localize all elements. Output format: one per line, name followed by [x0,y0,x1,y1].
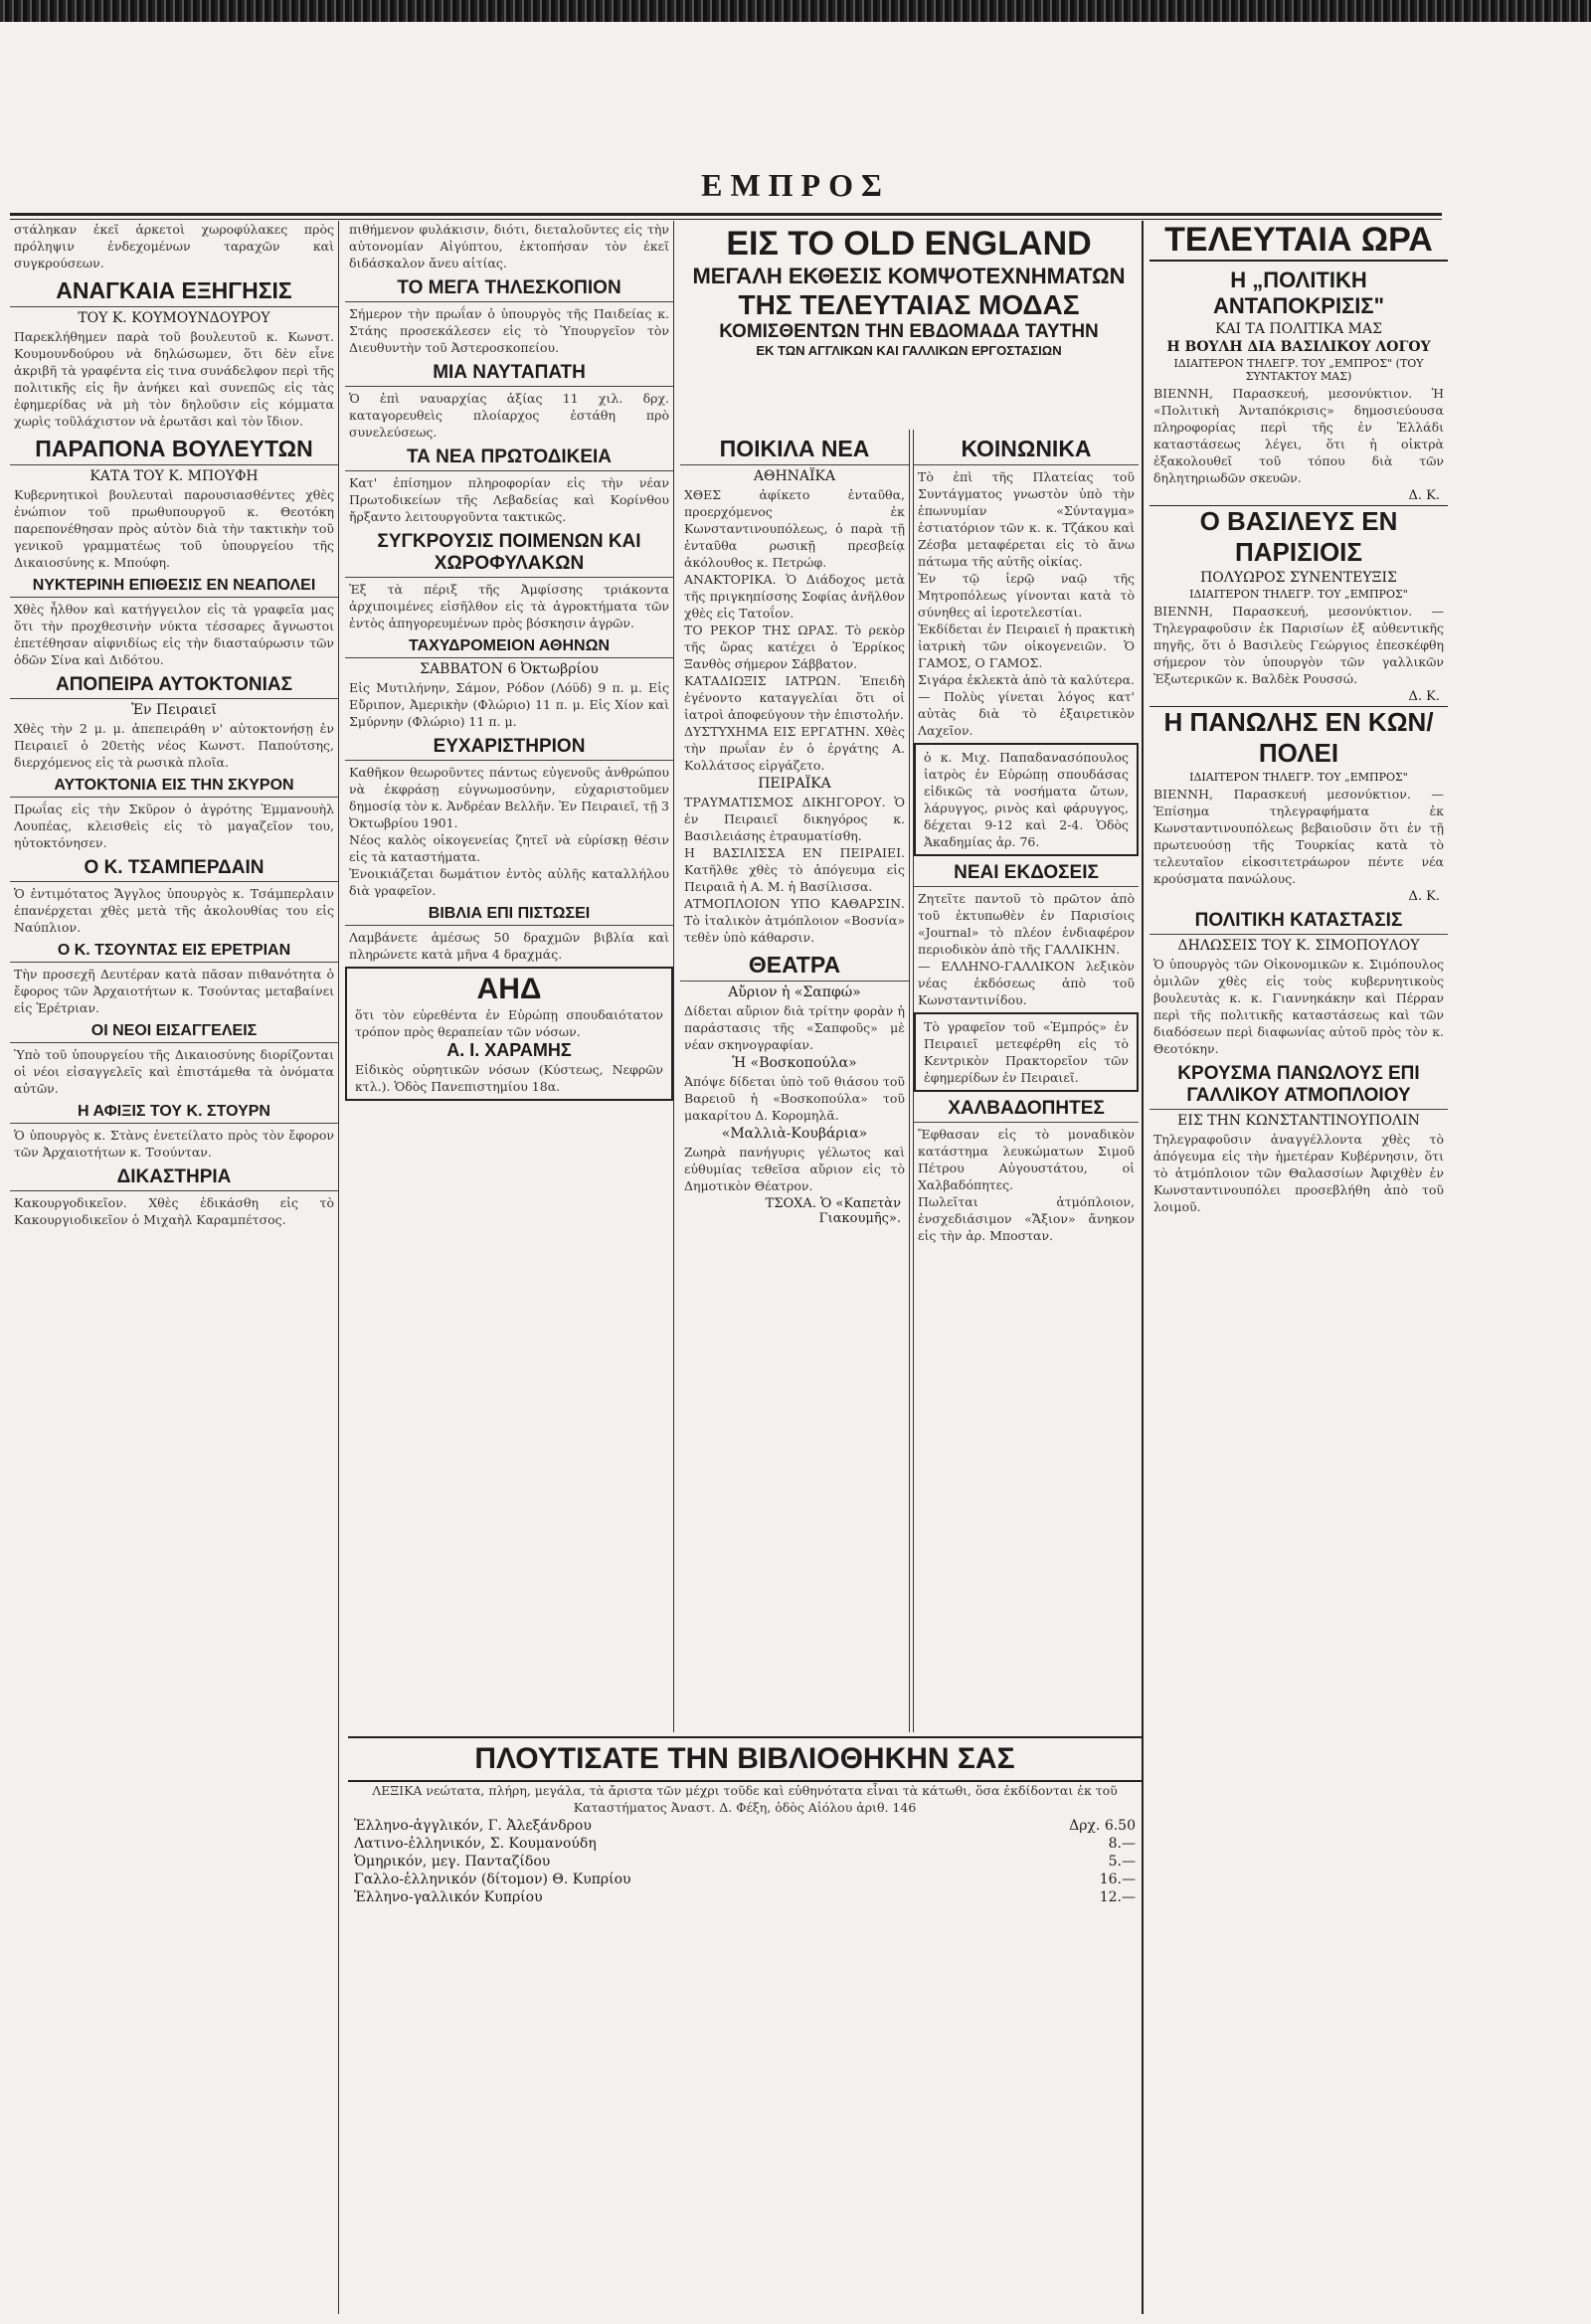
article-body: Χθὲς τὴν 2 μ. μ. ἀπεπειράθη ν' αὐτοκτονήσῃ ἐν Πειραιεῖ ὁ 20ετὴς νέος Κωνστ. Παπούτσης, διερχόμενος εἰς τὰ ρωσικὰ πλοῖα. [14,721,334,770]
social-item: Ἔφθασαν εἰς τὸ μοναδικὸν κατάστημα λευκώματων Σιμοῦ Πέτρου Αὐγουστάτου, οἱ Χαλβαδόπητες. [918,1127,1135,1192]
signature: Δ. Κ. [1408,889,1440,904]
headline-mia-naftapati: ΜΙΑ ΝΑΥΤΑΠΑΤΗ [345,362,673,387]
column-4 [913,430,1139,1732]
headline-apopeira-autoktonias: ΑΠΟΠΕΙΡΑ ΑΥΤΟΚΤΟΝΙΑΣ [10,674,338,699]
signature: Δ. Κ. [1408,488,1440,503]
article-body: Καθῆκον θεωροῦντες πάντως εὐγενοῦς ἀνθρώπου νὰ ἐκφράσῃ εὐγνωμοσύνην, εὐχαριστοῦμεν δημοσίᾳ τὸν κ. Ἀνδρέαν Βελλῆν. Ἐν Πειραιεῖ, τῇ 3 Ὀκτωβρίου 1901. [349,765,669,830]
article-body: Λαμβάνετε ἀμέσως 50 δραχμῶν βιβλία καὶ πληρώνετε κατὰ μῆνα 4 δραχμάς. [349,930,669,962]
old-england-banner [680,221,1138,430]
subheadline: ΚΑΤΑ ΤΟΥ Κ. ΜΠΟΥΦΗ [89,468,259,484]
telegram-body: Τηλεγραφοῦσιν ἀναγγέλλοντα χθὲς τὸ ἀπόγευμα εἰς τὴν ἡμετέραν Κυβέρνησιν, ὅτι τὸ ἀτμόπλοιον τῶν Θαλασσίων Ἀφιχθὲν ἐν Κωνσταντινουπόλει προσεβλήθη ἀπὸ τοῦ λοιμοῦ. [1153,1132,1444,1214]
masthead-rule [10,213,1442,220]
headline-nea-protodikeia: ΤΑ ΝΕΑ ΠΡΩΤΟΔΙΚΕΙΑ [345,447,673,471]
telegram-source: ΙΔΙΑΙΤΕΡΟΝ ΤΗΛΕΓΡ. ΤΟΥ „ΕΜΠΡΟΣ" [1189,588,1408,601]
article-body: Ὑπὸ τοῦ ὑπουργείου τῆς Δικαιοσύνης διορίζονται οἱ νέοι εἰσαγγελεῖς καὶ ἐπιστάμεθα τὰ ὀνόματα αὐτῶν. [14,1047,334,1096]
subheadline: ΠΟΛΥΩΡΟΣ ΣΥΝΕΝΤΕΥΞΙΣ [1200,570,1397,586]
book-name: Γαλλο-ἑλληνικόν (δίτομον) Θ. Κυπρίου [354,1872,631,1887]
book-list [348,1818,1142,1905]
ad-text: Εἰδικὸς οὐρητικῶν νόσων (Κύστεως, Νεφρῶν κτλ.). Ὁδὸς Πανεπιστημίου 18α. [355,1062,663,1094]
bookshop-intro: ΛΕΞΙΚΑ νεώτατα, πλήρη, μεγάλα, τὰ ἄριστα τῶν μέχρι τοῦδε καὶ εὐθηνότατα εἶναι τὰ κάτωθι, ὅσα ἐκδίδονται ἐκ τοῦ Καταστήματος Ἀναστ. Δ. Φέξη, ὁδὸς Αἰόλου ἀριθ. 146 [372,1783,1118,1815]
classified-ad: Ἐνοικιάζεται δωμάτιον ἐντὸς αὐλῆς καταλλήλου διὰ γραφεῖον. [349,866,669,898]
subheadline: ΣΑΒΒΑΤΟΝ 6 Ὀκτωβρίου [420,661,599,677]
news-item: Ἀπόψε δίδεται ὑπὸ τοῦ θιάσου τοῦ Βαρειοῦ ἡ «Βοσκοπούλα» τοῦ μακαρίτου Δ. Κορομηλᾶ. [684,1074,905,1123]
ad-title: ΑΗΔ [476,973,542,1005]
ad-text: ὅτι τὸν εὑρεθέντα ἐν Εὐρώπῃ σπουδαιότατον τρόπον πρὸς θεραπείαν τῶν νόσων. [355,1007,663,1039]
article-body: Σήμερον τὴν πρωΐαν ὁ ὑπουργὸς τῆς Παιδείας κ. Στάης προσεκάλεσεν εἰς τὸ Ὑπουργεῖον τὸν Διευθυντὴν τοῦ Ἀστεροσκοπείου. [349,306,669,355]
bookshop-title: ΠΛΟΥΤΙΣΑΤΕ ΤΗΝ ΒΙΒΛΙΟΘΗΚΗΝ ΣΑΣ [348,1736,1142,1782]
column-3 [680,430,910,1732]
banner-line-4: ΚΟΜΙΣΘΕΝΤΩΝ ΤΗΝ ΕΒΔΟΜΑΔΑ ΤΑΥΤΗΝ [719,321,1099,342]
headline-sygkrousis: ΣΥΓΚΡΟΥΣΙΣ ΠΟΙΜΕΝΩΝ ΚΑΙ ΧΩΡΟΦΥΛΑΚΩΝ [345,531,673,578]
advertisement-office-moved [914,1012,1139,1092]
section-peiraika: ΠΕΙΡΑΪΚΑ [758,776,831,792]
article-body: Κατ' ἐπίσημον πληροφορίαν εἰς τὴν νέαν Πρωτοδικείων τῆς Λεβαδείας καὶ Κορίνθου ἤρξαντο λειτουργοῦντα τακτικῶς. [349,475,669,524]
play-title: Αὔριον ἡ «Σαπφώ» [728,984,861,1000]
book-name: Ἑλληνο-ἀγγλικόν, Γ. Ἀλεξάνδρου [354,1818,592,1834]
headline-tsountas-eretria: Ο Κ. ΤΣΟΥΝΤΑΣ ΕΙΣ ΕΡΕΤΡΙΑΝ [10,942,338,963]
social-item: Ζητεῖτε παντοῦ τὸ πρῶτον ἀπὸ τοῦ ἐκτυπωθὲν ἐν Παρισίοις «Journal» τὸ πλέον ἐνδιαφέρον περιοδικὸν ἀπὸ τῆς ΓΑΛΛΙΚΗΝ. [918,891,1135,957]
headline-afixis-stourn: Η ΑΦΙΞΙΣ ΤΟΥ Κ. ΣΤΟΥΡΝ [10,1103,338,1124]
ad-name: Α. Ι. ΧΑΡΑΜΗΣ [446,1040,572,1060]
headline-krousma-panolous: ΚΡΟΥΣΜΑ ΠΑΝΩΛΟΥΣ ΕΠΙ ΓΑΛΛΙΚΟΥ ΑΤΜΟΠΛΟΙΟΥ [1149,1063,1448,1110]
column-2 [345,221,674,1732]
column-1 [10,221,339,2314]
banner-line-3: ΤΗΣ ΤΕΛΕΥΤΑΙΑΣ ΜΟΔΑΣ [738,289,1080,320]
headline-mega-tileskopion: ΤΟ ΜΕΓΑ ΤΗΛΕΣΚΟΠΙΟΝ [345,277,673,302]
social-item: Πωλεῖται ἀτμόπλοιον, ἐνσχεδιάσιμον «Ἄξιον» ἄνηκον εἰς τὴν ἀρ. Μποσταν. [918,1194,1135,1243]
headline-theatra: ΘΕΑΤΡΑ [680,952,909,982]
telegram-body: Ὁ ὑπουργὸς τῶν Οἰκονομικῶν κ. Σιμόπουλος ὁμιλῶν χθὲς εἰς τοὺς κυβερνητικοὺς βουλευτὰς κ. κ. Γιαννηκάκην καὶ Πέρραν περὶ τῆς πολιτικῆς καταστάσεως καὶ τῶν διαδόσεων περὶ διαφωνίας αὐτοῦ πρὸς τὸν κ. Θεοτόκην. [1153,957,1444,1056]
section-athinaika: ΑΘΗΝΑΪΚΑ [753,468,836,484]
headline-vasilefs-parisi: Ο ΒΑΣΙΛΕΥΣ ΕΝ ΠΑΡΙΣΙΟΙΣ [1149,505,1448,568]
social-item: — ΕΛΛΗΝΟ-ΓΑΛΛΙΚΟΝ λεξικὸν νέας ἐκδόσεως ἀπὸ τοῦ Κωνσταντινίδου. [918,959,1135,1007]
book-price: 16.— [1099,1872,1136,1887]
play-title: Ἡ «Βοσκοπούλα» [732,1055,857,1071]
signature: Δ. Κ. [1408,689,1440,704]
signature: ΤΣΟΧΑ. Ὁ «Καπετὰν Γιακουμῆς». [765,1196,901,1226]
article-body: Εἰς Μυτιλήνην, Σάμον, Ρόδον (Λόϋδ) 9 π. μ. Εἰς Εὔριπον, Ἀμερικὴν (Φλώριο) 11 π. μ. Εἰς Χίον καὶ Σμύρνην (Φλώριο) 11 π. μ. [349,680,669,729]
banner-line-2: ΜΕΓΑΛΗ ΕΚΘΕΣΙΣ ΚΟΜΨΟΤΕΧΝΗΜΑΤΩΝ [692,264,1126,288]
headline-anagkaia-exigisis: ΑΝΑΓΚΑΙΑ ΕΞΗΓΗΣΙΣ [10,277,338,307]
play-title: «Μαλλιὰ-Κουβάρια» [721,1126,868,1142]
column-5 [1142,221,1448,2314]
social-item: Ἐν τῷ ἱερῷ ναῷ τῆς Μητροπόλεως γίνονται κατὰ τὸ σύνηθες αἱ ἱεροτελεστίαι. [918,571,1135,620]
book-price: 5.— [1108,1854,1136,1870]
social-item: Σιγάρα ἐκλεκτὰ ἀπὸ τὰ καλύτερα. — Πολὺς γίνεται λόγος κατ' αὐτὰς διὰ τὸ ἐξαιρετικὸν Λαχεῖον. [918,672,1135,738]
subheadline: ΚΑΙ ΤΑ ΠΟΛΙΤΙΚΑ ΜΑΣ [1214,321,1382,337]
book-price: 8.— [1108,1836,1136,1852]
news-item: Δίδεται αὔριον διὰ τρίτην φορὰν ἡ παράστασις τῆς «Σαπφοῦς» μὲ νέαν σκηνογραφίαν. [684,1003,905,1052]
book-price: 12.— [1099,1889,1136,1905]
news-item: ΑΝΑΚΤΟΡΙΚΑ. Ὁ Διάδοχος μετὰ τῆς πριγκηπίσσης Σοφίας ἀνῆλθον χθὲς εἰς Τατοΐον. [684,572,905,621]
headline-nykterini-epithesis: ΝΥΚΤΕΡΙΝΗ ΕΠΙΘΕΣΙΣ ΕΝ ΝΕΑΠΟΛΕΙ [10,577,338,598]
classified-ad: Νέος καλὸς οἰκογενείας ζητεῖ νὰ εὑρίσκῃ θέσιν εἰς τὰ καταστήματα. [349,832,669,864]
book-row [354,1818,1136,1834]
news-item: ΤΟ ΡΕΚΟΡ ΤΗΣ ΩΡΑΣ. Τὸ ρεκὸρ τῆς ὥρας κατέχει ὁ Ἐρρίκος Ξανθὸς σήμερον Σάββατον. [684,623,905,671]
scan-top-border [0,0,1591,22]
article-body: Κακουργοδικεῖον. Χθὲς ἐδικάσθη εἰς τὸ Κακουργιοδικεῖον ὁ Μιχαὴλ Καραμπέτσος. [14,1195,334,1227]
subheadline: ΔΗΛΩΣΕΙΣ ΤΟΥ Κ. ΣΙΜΟΠΟΥΛΟΥ [1177,938,1420,954]
headline-eucharistirion: ΕΥΧΑΡΙΣΤΗΡΙΟΝ [345,736,673,761]
article-body: Χθὲς ἦλθον καὶ κατήγγειλον εἰς τὰ γραφεῖα μας ὅτι τὴν προχθεσινὴν νύκτα τέσσαρες ἄγνωστοι ἐπετέθησαν αἰφνιδίως εἰς τὴν διασταύρωσιν τῶν ὁδῶν Σίνα καὶ Διδότου. [14,602,334,667]
article-body: Κυβερνητικοὶ βουλευταὶ παρουσιασθέντες χθὲς ἐνώπιον τοῦ πρωθυπουργοῦ κ. Θεοτόκη παρεπονέθησαν πρὸς αὐτὸν διὰ τὴν τακτικὴν τοῦ γενικοῦ γραμματέως τοῦ ὑπουργείου τῆς Δικαιοσύνης κ. Μπούφη. [14,487,334,570]
bookshop-advertisement [348,1736,1142,2313]
headline-panolis: Η ΠΑΝΩΛΗΣ ΕΝ ΚΩΝ/ΠΟΛΕΙ [1149,706,1448,769]
article-body: Τὴν προσεχῆ Δευτέραν κατὰ πᾶσαν πιθανότητα ὁ ἔφορος τῶν Ἀρχαιοτήτων κ. Τσούντας μεταβαίνει εἰς Ἐρέτριαν. [14,967,334,1015]
headline-politiki-antapokrisis: Η „ΠΟΛΙΤΙΚΗ ΑΝΤΑΠΟΚΡΙΣΙΣ" [1212,268,1385,318]
book-name: Λατινο-ἑλληνικόν, Σ. Κουμανούδη [354,1836,597,1852]
subheadline: ΤΟΥ Κ. ΚΟΥΜΟΥΝΔΟΥΡΟΥ [78,310,270,326]
headline-chalvadopites: ΧΑΛΒΑΔΟΠΗΤΕΣ [914,1098,1139,1123]
book-row [354,1872,1136,1887]
news-item: Η ΒΑΣΙΛΙΣΣΑ ΕΝ ΠΕΙΡΑΙΕΙ. Κατῆλθε χθὲς τὸ ἀπόγευμα εἰς Πειραιᾶ ἡ Α. Μ. ἡ Βασίλισσα. [684,845,905,894]
article-continuation: στάληκαν ἐκεῖ ἀρκετοὶ χωροφύλακες πρὸς πρόληψιν ἐνδεχομένων ταραχῶν καὶ συγκρούσεων. [14,222,334,270]
news-item: ΤΡΑΥΜΑΤΙΣΜΟΣ ΔΙΚΗΓΟΡΟΥ. Ὁ ἐν Πειραιεῖ δικηγόρος κ. Βασιλειάσης ἐτραυματίσθη. [684,795,905,843]
article-body: Ὁ ἐντιμότατος Ἄγγλος ὑπουργὸς κ. Τσάμπερλαιν ἐπανέρχεται χθὲς μετὰ τῆς ἀκολουθίας του εἰς Ναύπλιον. [14,886,334,935]
social-item: Τὸ ἐπὶ τῆς Πλατείας τοῦ Συντάγματος γνωστὸν ὑπὸ τὴν ἐπωνυμίαν «Σύνταγμα» ἑστιατόριον τῶν κ. κ. Τζάκου καὶ Ζέσβα μεταφέρεται εἰς τὸ ἄνω πάτωμα τῆς αὐτῆς οἰκίας. [918,469,1135,569]
headline-neoi-eisaggeleis: ΟΙ ΝΕΟΙ ΕΙΣΑΓΓΕΛΕΙΣ [10,1022,338,1043]
headline-vivlia-epi-pistosei: ΒΙΒΛΙΑ ΕΠΙ ΠΙΣΤΩΣΕΙ [345,905,673,926]
news-item: ΔΥΣΤΥΧΗΜΑ ΕΙΣ ΕΡΓΑΤΗΝ. Χθὲς τὴν πρωΐαν ἐν ὁ ἐργάτης Α. Κολλάτσος εἰργάζετο. [684,724,905,773]
book-name: Ὁμηρικόν, μεγ. Πανταζίδου [354,1854,551,1870]
headline-poikila-nea: ΠΟΙΚΙΛΑ ΝΕΑ [680,436,909,465]
news-item: ΚΑΤΑΔΙΩΞΙΣ ΙΑΤΡΩΝ. Ἐπειδὴ ἐγένοντο καταγγελίαι ὅτι οἱ ἰατροὶ ἀποφεύγουν τὴν ἐπιστολήν. [684,673,905,722]
headline-politiki-katastasis: ΠΟΛΙΤΙΚΗ ΚΑΤΑΣΤΑΣΙΣ [1149,910,1448,935]
news-item: ΧΘΕΣ ἀφίκετο ἐνταῦθα, προερχόμενος ἐκ Κωνσταντινουπόλεως, ὁ παρὰ τῇ ἐνταῦθα ρωσικῇ πρεσβείᾳ ἀκόλουθος κ. Πετρώφ. [684,487,905,570]
telegram-body: ΒΙΕΝΝΗ, Παρασκευή, μεσονύκτιον. Ἡ «Πολιτικὴ Ἀνταπόκρισις» δημοσιεύουσα πληροφορίας περὶ τῆς ἐν Ἑλλάδι καταστάσεως λέγει, ὅτι ἡ οἰκτρὰ ἐξακολουθεῖ τοῦ τόπου διὰ τῶν δηλητηριωδῶν σκευῶν. [1153,386,1444,485]
article-body: Ὁ ἐπὶ ναυαρχίας ἀξίας 11 χιλ. δρχ. καταγορευθεὶς πλοίαρχος ἐστάθη πρὸ συνελεύσεως. [349,391,669,440]
article-continuation: πιθήμενον φυλάκισιν, διότι, διεταλοῦντες εἰς τὴν αὐτονομίαν Αἰγύπτου, ἐκτοπήσαν τὸν ἐκεῖ διδάσκαλον ἄνευ αἰτίας. [349,222,669,270]
headline-teleutaia-ora: ΤΕΛΕΥΤΑΙΑ ΩΡΑ [1149,221,1448,262]
subheadline: Η ΒΟΥΛΗ ΔΙΑ ΒΑΣΙΛΙΚΟΥ ΛΟΓΟΥ [1166,339,1431,355]
article-body: Πρωΐας εἰς τὴν Σκῦρον ὁ ἀγρότης Ἐμμανουὴλ Λουπέας, κλεισθεὶς εἰς τὸ μαγαζεῖον του, ηὐτοκτόνησεν. [14,802,334,850]
headline-koinonika: ΚΟΙΝΩΝΙΚΑ [914,436,1139,465]
telegram-source: ΙΔΙΑΙΤΕΡΟΝ ΤΗΛΕΓΡ. ΤΟΥ „ΕΜΠΡΟΣ" [1189,771,1408,784]
banner-line-1: ΕΙΣ ΤΟ OLD ENGLAND [726,225,1092,263]
headline-tachydromeion: ΤΑΧΥΔΡΟΜΕΙΟΝ ΑΘΗΝΩΝ [345,637,673,658]
ad-text: Τὸ γραφεῖον τοῦ «Ἐμπρός» ἐν Πειραιεῖ μετεφέρθη εἰς τὸ Κεντρικὸν Πρακτορεῖον τῶν ἐφημερίδων ἐν Πειραιεῖ. [924,1019,1129,1085]
news-item: Ζωηρὰ πανήγυρις γέλωτος καὶ εὐθυμίας τεθεῖσα αὔριον εἰς τὸ Δημοτικὸν Θέατρον. [684,1145,905,1193]
telegram-source: ΙΔΙΑΙΤΕΡΟΝ ΤΗΛΕΓΡ. ΤΟΥ „ΕΜΠΡΟΣ" (ΤΟΥ ΣΥΝΤΑΚΤΟΥ ΜΑΣ) [1173,357,1424,383]
news-item: ΑΤΜΟΠΛΟΙΟΝ ΥΠΟ ΚΑΘΑΡΣΙΝ. Τὸ ἰταλικὸν ἀτμόπλοιον «Βοσνία» τεθὲν ὑπὸ κάθαρσιν. [684,896,905,945]
telegram-body: ΒΙΕΝΝΗ, Παρασκευή μεσονύκτιον. — Ἐπίσημα τηλεγραφήματα ἐκ Κωνσταντινουπόλεως βεβαιοῦσιν ὅτι ἐν τῇ πρωτευούσῃ τῆς Τουρκίας κατὰ τὸ τελευταῖον εἰκοσιτετράωρον πέντε νέα κρούσματα πανώλους. [1153,787,1444,886]
headline-tsamperlain: Ο Κ. ΤΣΑΜΠΕΡΔΑΙΝ [10,857,338,882]
headline-dikastiria: ΔΙΚΑΣΤΗΡΙΑ [10,1166,338,1191]
subheadline: ΕΙΣ ΤΗΝ ΚΩΝΣΤΑΝΤΙΝΟΥΠΟΛΙΝ [1177,1113,1420,1129]
book-name: Ἑλληνο-γαλλικόν Κυπρίου [354,1889,543,1905]
book-row [354,1854,1136,1870]
book-row [354,1889,1136,1905]
article-body: Ἐξ τὰ πέριξ τῆς Ἀμφίσσης τριάκοντα ἀρχιποιμένες εἰσῆλθον εἰς τὰ ἀγροκτήματα τῶν ἐντὸς ἀπηγορευμένων πρὸς βόσκησιν ἀγρῶν. [349,582,669,630]
headline-neai-ekdoseis: ΝΕΑΙ ΕΚΔΟΣΕΙΣ [914,862,1139,887]
advertisement-doctor [914,743,1139,856]
advertisement-charamis [345,967,673,1101]
masthead-title: ΕΜΠΡΟΣ [701,167,890,203]
headline-parapona-vouleuton: ΠΑΡΑΠΟΝΑ ΒΟΥΛΕΥΤΩΝ [10,436,338,465]
book-price: Δρχ. 6.50 [1069,1818,1136,1834]
ad-text: ὁ κ. Μιχ. Παπαδανασόπουλος ἰατρὸς ἐν Εὐρώπῃ σπουδάσας εἰδικῶς τὰ νοσήματα ὤτων, λάρυγγος, ρινὸς καὶ φάρυγγος, δέχεται 9-12 καὶ 2-4. Ὁδὸς Ἀκαδημίας ἀρ. 76. [924,750,1129,849]
headline-autoktonia-skyros: ΑΥΤΟΚΤΟΝΙΑ ΕΙΣ ΤΗΝ ΣΚΥΡΟΝ [10,777,338,798]
article-body: Ὁ ὑπουργὸς κ. Στὰνς ἐνετείλατο πρὸς τὸν ἔφορον τῶν Ἀρχαιοτήτων κ. Τσούνταν. [14,1128,334,1160]
banner-line-5: ΕΚ ΤΩΝ ΑΓΓΛΙΚΩΝ ΚΑΙ ΓΑΛΛΙΚΩΝ ΕΡΓΟΣΤΑΣΙΩΝ [756,343,1062,358]
social-item: Ἐκδίδεται ἐν Πειραιεῖ ἡ πρακτικὴ ἰατρικὴ τῶν οἰκογενειῶν. Ὁ ΓΑΜΟΣ, Ο ΓΑΜΟΣ. [918,622,1135,670]
article-body: Παρεκλήθημεν παρὰ τοῦ βουλευτοῦ κ. Κωνστ. Κουμουνδούρου νὰ δηλώσωμεν, ὅτι δὲν εἶνε ἀκριβῆ τὰ γραφέντα εἰς τινα συνάδελφον περὶ τῆς πολιτικῆς εἰς ἣν ἀνήκει καὶ συνεπῶς εἰς τὰς ἐφημερίδας νὰ μὴ τὸν δηλοῦσιν εἰς κόμματα χωρὶς τοῦλάχιστον νὰ ἐρωτᾶσι καὶ τὸν ἴδιον. [14,329,334,429]
book-row [354,1836,1136,1852]
subheadline: Ἐν Πειραιεῖ [131,702,217,718]
telegram-body: ΒΙΕΝΝΗ, Παρασκευή, μεσονύκτιον. — Τηλεγραφοῦσιν ἐκ Παρισίων ἐξ αὐθεντικῆς πηγῆς, ὅτι ὁ Βασιλεὺς Γεώργιος ἐπεσκέφθη σήμερον τὸν ὑπουργὸν τῶν γαλλικῶν Ἐξωτερικῶν κ. Βαλδὲκ Ρουσσώ. [1153,604,1444,686]
